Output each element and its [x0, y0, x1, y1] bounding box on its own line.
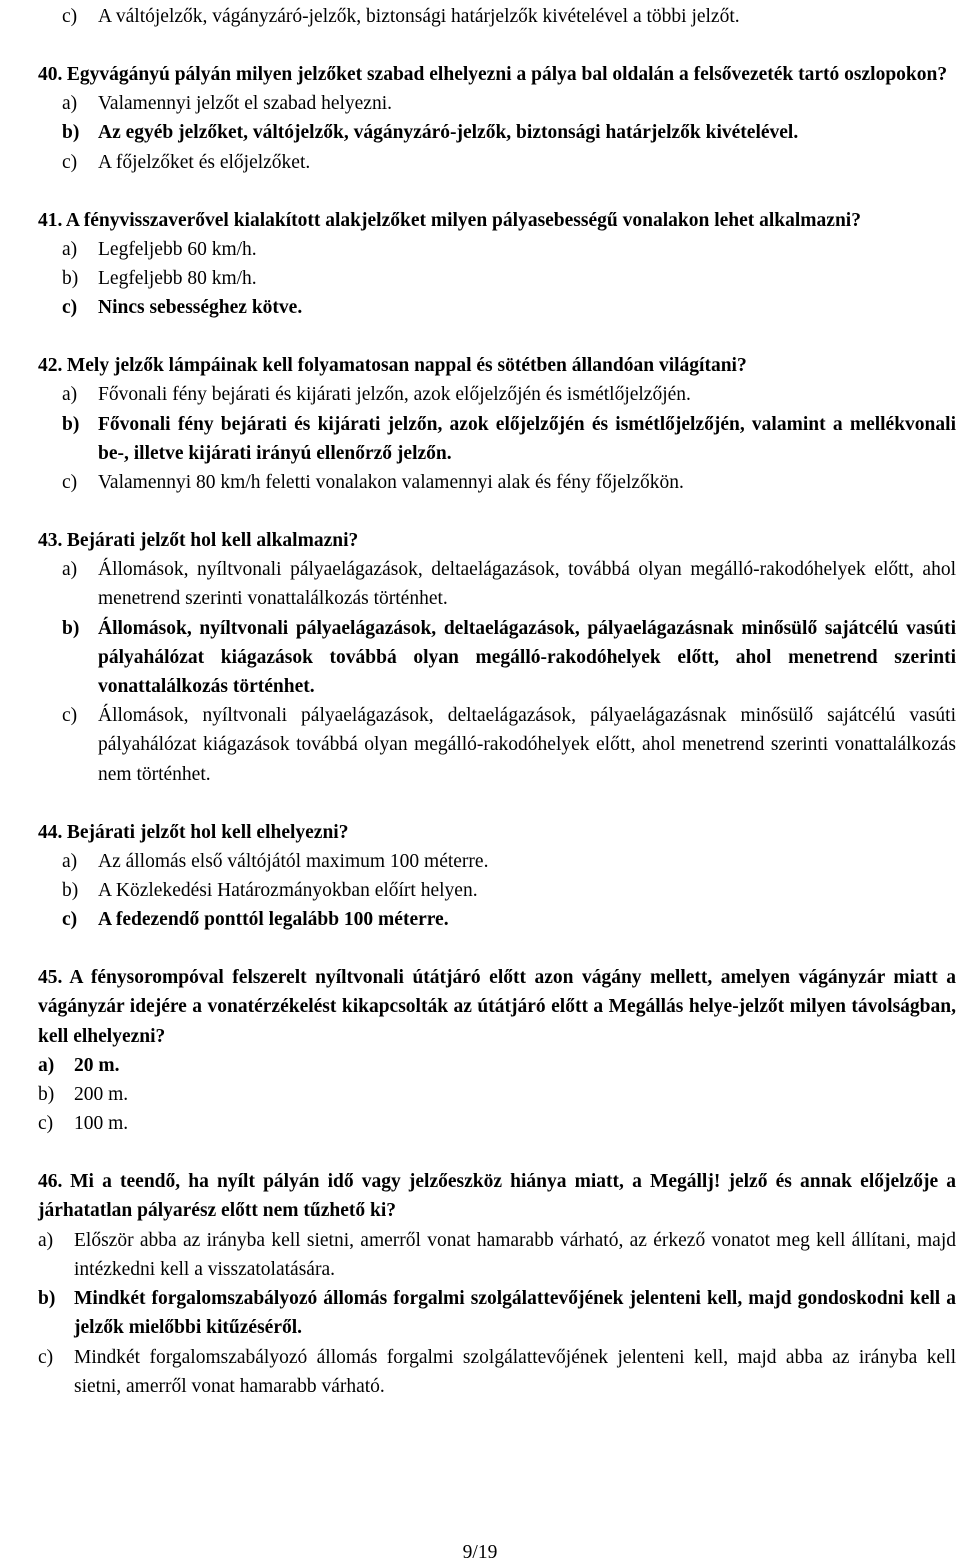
option-label: c) — [62, 297, 78, 319]
question-body: Bejárati jelzőt hol kell alkalmazni? — [66, 530, 359, 552]
option-c — [38, 293, 956, 322]
option-label: a) — [62, 559, 78, 581]
option-text: Valamennyi jelzőt el szabad helyezni. — [98, 93, 393, 115]
option-b — [38, 1080, 956, 1109]
option-text: A váltójelzők, vágányzáró-jelzők, biztonsági határjelzők kivételével a többi jelzőt. — [98, 6, 740, 27]
option-text: Valamennyi 80 km/h feletti vonalakon valamennyi alak és fény főjelzőkön. — [98, 472, 684, 494]
question-45 — [38, 963, 956, 1138]
option-label: a) — [38, 1054, 55, 1076]
page-number: 9/19 — [462, 1542, 498, 1563]
option-text: 200 m. — [74, 1084, 129, 1106]
option-label: a) — [62, 850, 78, 872]
document-page — [38, 0, 956, 1401]
option-label: b) — [38, 1288, 56, 1310]
option-text: Először abba az irányba kell sietni, amerről vonat hamarabb várható, az érkező vonatot meg kell állítani, majd intézkedni kell a visszatolatására. — [74, 1229, 956, 1280]
option-c — [38, 1109, 956, 1138]
question-body: Mi a teendő, ha nyílt pályán idő vagy jelzőeszköz hiánya miatt, a Megállj! jelző és annak előjelzője a járhatatlan pályarész előtt nem tűzhető ki? — [38, 1171, 956, 1222]
question-number: 40. — [38, 64, 63, 85]
question-44 — [38, 818, 956, 935]
option-label: a) — [62, 93, 78, 115]
option-label: c) — [62, 705, 78, 727]
question-body: Egyvágányú pályán milyen jelzőket szabad elhelyezni a pálya bal oldalán a felsővezeték tartó oszlopokon? — [66, 64, 948, 85]
option-text: A Közlekedési Határozmányokban előírt helyen. — [98, 880, 478, 902]
option-label: a) — [62, 384, 78, 406]
option-a — [38, 89, 956, 118]
option-label: b) — [62, 413, 80, 435]
question-number: 43. — [38, 530, 63, 552]
question-text — [38, 963, 956, 1051]
option-a — [38, 1051, 956, 1080]
option-b — [38, 264, 956, 293]
question-number: 46. — [38, 1171, 63, 1193]
option-b — [38, 410, 956, 468]
option-text: A főjelzőket és előjelzőket. — [98, 151, 311, 173]
option-text: Állomások, nyíltvonali pályaelágazások, deltaelágazások, pályaelágazásnak minősülő sajátcélú vasúti pályahálózat kiágazások továbbá olyan megálló-rakodóhelyek előtt, ahol menetrend szerinti vonattalálkozás nem történhet. — [98, 705, 956, 785]
option-text: Az egyéb jelzőket, váltójelzők, vágányzáró-jelzők, biztonsági határjelzők kivételével. — [98, 122, 799, 144]
question-number: 41. — [38, 209, 63, 231]
question-46 — [38, 1167, 956, 1401]
option-text: Állomások, nyíltvonali pályaelágazások, deltaelágazások, továbbá olyan megálló-rakodóhelyek előtt, ahol menetrend szerinti vonattalálkozás történhet. — [98, 559, 956, 610]
option-a — [38, 1226, 956, 1284]
option-label: b) — [62, 880, 79, 902]
question-40 — [38, 60, 956, 177]
option-c — [38, 905, 956, 934]
option-label: c) — [62, 909, 78, 931]
option-text: Legfeljebb 80 km/h. — [98, 268, 257, 290]
option-label: c) — [62, 472, 78, 494]
option-text: Legfeljebb 60 km/h. — [98, 238, 257, 260]
option-text: Az állomás első váltójától maximum 100 méterre. — [98, 850, 489, 872]
question-number: 45. — [38, 967, 63, 989]
question-text — [38, 526, 956, 555]
option-text: Mindkét forgalomszabályozó állomás forgalmi szolgálattevőjének jelenteni kell, majd gondoskodni kell a jelzők mielőbbi kitűzéséről. — [74, 1288, 956, 1339]
question-text — [38, 351, 956, 380]
option-label: b) — [62, 268, 79, 290]
option-label: a) — [38, 1229, 54, 1251]
question-42 — [38, 351, 956, 497]
option-text: Fővonali fény bejárati és kijárati jelzőn, azok előjelzőjén és ismétlőjelzőjén, valamint a mellékvonali be-, illetve kijárati irányú ellenőrző jelzőn. — [98, 413, 956, 464]
option-text: Állomások, nyíltvonali pályaelágazások, deltaelágazások, pályaelágazásnak minősülő sajátcélú vasúti pályahálózat kiágazások továbbá olyan megálló-rakodóhelyek előtt, ahol menetrend szerinti vonattalálkozás történhet. — [98, 617, 956, 698]
option-label: b) — [38, 1084, 55, 1106]
question-text — [38, 1167, 956, 1225]
question-number: 44. — [38, 821, 63, 843]
option-text: A fedezendő ponttól legalább 100 méterre. — [98, 909, 449, 931]
option-c — [38, 701, 956, 789]
question-body: Bejárati jelzőt hol kell elhelyezni? — [66, 821, 349, 843]
option-a — [38, 235, 956, 264]
option-label: b) — [62, 617, 80, 639]
option-c — [38, 1343, 956, 1401]
option-label: c) — [38, 1113, 54, 1135]
question-body: A fénysorompóval felszerelt nyíltvonali útátjáró előtt azon vágány mellett, amelyen vágányzár miatt a vágányzár idejére a vonatérzékelést kikapcsolták az útátjáró előtt a Megállás helye-jelzőt milyen távolságban, kell elhelyezni? — [38, 967, 956, 1047]
option-c — [38, 468, 956, 497]
option-text: Nincs sebességhez kötve. — [98, 297, 303, 319]
option-label: c) — [62, 6, 78, 27]
option-text: 100 m. — [74, 1113, 129, 1135]
question-text — [38, 818, 956, 847]
question-number: 42. — [38, 355, 63, 377]
question-41 — [38, 206, 956, 323]
question-text — [38, 60, 956, 89]
option-label: c) — [38, 1346, 54, 1368]
option-b — [38, 614, 956, 702]
option-line — [38, 2, 956, 31]
question-text — [38, 206, 956, 235]
question-body: Mely jelzők lámpáinak kell folyamatosan nappal és sötétben állandóan világítani? — [66, 355, 747, 377]
option-b — [38, 876, 956, 905]
option-label: c) — [62, 151, 78, 173]
option-c — [38, 148, 956, 177]
option-label: b) — [62, 122, 80, 144]
question-43 — [38, 526, 956, 789]
option-text: Mindkét forgalomszabályozó állomás forgalmi szolgálattevőjének jelenteni kell, majd abba az irányba kell sietni, amerről vonat hamarabb várható. — [74, 1346, 956, 1397]
option-text: 20 m. — [74, 1054, 120, 1076]
option-b — [38, 1284, 956, 1342]
question-body: A fényvisszaverővel kialakított alakjelzőket milyen pályasebességű vonalakon lehet alkalmazni? — [65, 209, 861, 231]
option-b — [38, 118, 956, 147]
option-label: a) — [62, 238, 78, 260]
option-a — [38, 847, 956, 876]
option-a — [38, 380, 956, 409]
option-text: Fővonali fény bejárati és kijárati jelzőn, azok előjelzőjén és ismétlőjelzőjén. — [98, 384, 691, 406]
option-a — [38, 555, 956, 613]
